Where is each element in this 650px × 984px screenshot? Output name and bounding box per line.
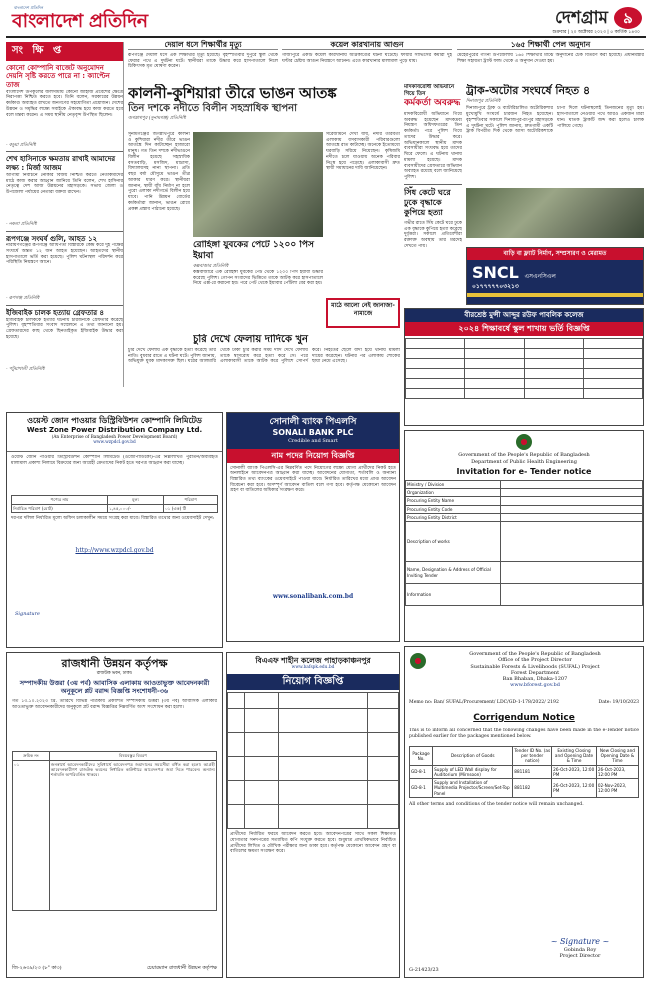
logo-tagline: বাংলাদেশ প্রতিদিন	[14, 5, 44, 10]
brief-body-2: আগামী নির্বাচনে নৌকার বিজয় নিশ্চিত করতে নেতাকর্মীদের মাঠে কাজ করার আহ্বান জানিয়ে তিনি বলেন, শেখ হাসিনার নেতৃত্বে দেশ আজ উন্নয়নের মহাসড়কে। সভায় জেলা ও উপজেলা পর্যায়ের নেতারা বক্তব্য রাখেন।	[6, 172, 123, 196]
corrigendum-ad[interactable]	[404, 646, 644, 978]
corr-cell: 26-Oct-2023, 12:00 PM	[596, 765, 638, 779]
wzpdc-cell-item: নির্বাচিত পরিমাণ (মোট)	[12, 504, 108, 512]
drug-raid-kicker: মাদকবিরোধী অভিযানে গিয়ে তিন	[404, 84, 455, 97]
gov-emblem-icon	[516, 434, 532, 450]
wzpdc-link[interactable]: http://www.wzpdcl.gov.bd	[75, 546, 154, 554]
brief-byline-1: - কচুয়া প্রতিনিধি	[6, 142, 36, 148]
corr-cell: Supply of LED Wall display for Auditorium (Mirnsoon)	[433, 765, 513, 779]
tender-row-label: Procuring Entity Code	[406, 505, 501, 513]
wzpdc-col-qty: পরিমাণ	[164, 496, 218, 504]
story-wall-body: রূপগঞ্জে দেয়াল ধসে এক শিক্ষার্থীর মৃত্যু হয়েছে। বৃহস্পতিবার দুপুরে স্কুল থেকে ফেরার পথে এ দুর্ঘটনা ঘটে। স্থানীয়রা তাকে উদ্ধার করে হাসপাতালে নিলে চিকিৎসক মৃত ঘোষণা করেন।	[128, 53, 278, 70]
brief-title-2[interactable]: শেখ হাসিনাকে ক্ষমতায় রাখাই আমাদের লক্ষ্য : মির্জা আজম	[6, 155, 116, 173]
corr-memo: Memo no: Ban/ SUFAL/Procurement/ LDC/GD-1-178/2022/ 2192	[409, 700, 559, 705]
truck-byline: দিনাজপুর প্রতিনিধি	[466, 98, 501, 104]
rajuk-cell-serial: ০১	[13, 760, 50, 910]
brief-byline-2: - নকলা প্রতিনিধি	[6, 221, 37, 227]
tender-gov: Government of the People's Republic of Bangladesh	[458, 452, 590, 459]
wzpdc-col-item: পণ্যের নাম	[12, 496, 108, 504]
tender-row-label: Procuring Entity Name	[406, 497, 501, 505]
page-number: ৯	[614, 7, 642, 29]
tiger-headline[interactable]: সিঁধ কেটে ঘরে ঢুকে বৃদ্ধাকে কুপিয়ে হত্যা	[404, 187, 451, 217]
sonali-body: সোনালী ব্যাংক পিএলসি-এর নিম্নবর্ণিত পদে নিয়োগের লক্ষ্যে যোগ্য প্রার্থীদের নিকট হতে অনলাইনে আবেদনপত্র আহ্বান করা যাচ্ছে। আবেদনের যোগ্যতা, শর্তাবলি ও অন্যান্য বিস্তারিত তথ্য ব্যাংকের ওয়েবসাইটে পাওয়া যাবে। নির্ধারিত তারিখের মধ্যে প্রাপ্ত আবেদন বিবেচনা করা হবে। অসম্পূর্ণ আবেদন বাতিল বলে গণ্য হবে। কর্তৃপক্ষ যেকোনো আবেদন গ্রহণ বা বাতিলের অধিকার সংরক্ষণ করে।	[230, 465, 396, 494]
sonali-title-en: SONALI BANK PLC	[272, 428, 354, 438]
rajuk-ref: জি-২৬৩৯/২৩ (৮" কা৩)	[12, 964, 62, 971]
corr-col-existing: Existing Closing and Opening Date & Time	[552, 746, 597, 765]
tiger-body: গভীর রাতে সিঁধ কেটে ঘরে ঢুকে এক বৃদ্ধাকে কুপিয়ে হত্যা করেছে দুর্বৃত্তরা। সকালে প্রতিবেশীরা রক্তাক্ত অবস্থায় তার মরদেহ দেখতে পায়।	[404, 220, 462, 249]
theft-headline[interactable]: চুরি দেখে ফেলায় দাদিকে খুন	[193, 334, 309, 345]
corr-signer: Gobinda Roy	[563, 946, 597, 953]
e-tender-ad[interactable]	[404, 430, 644, 642]
sonali-url[interactable]: www.sonalibank.com.bd	[272, 592, 354, 600]
rajuk-col-serial: ক্রমিক নং	[13, 752, 50, 760]
story-grant-body: মেহেরপুরের গাংনী উপজেলায় ১৬৫ শিক্ষার্থীর মাঝে অনুদানের চেক বিতরণ করা হয়েছে। প্রধানমন্ত্রীর শিক্ষা সহায়তা ট্রাস্ট ফান্ড থেকে এ অনুদান দেওয়া হয়।	[457, 53, 644, 64]
lead-body-col-2: সরেজমিনে দেখা যায়, নদীর তীরবর্তী এলাকায় বসবাসকারী পরিবারগুলো আতঙ্কে রাত কাটাচ্ছে। অনেকে ইতোমধ্যে ঘরবাড়ি সরিয়ে নিয়েছেন। কৃষিজমি নদীতে চলে যাওয়ায় অনেক পরিবার নিঃস্ব হয়ে পড়েছে। এলাকাবাসী দ্রুত স্থায়ী সমাধানের দাবি জানিয়েছেন।	[326, 132, 400, 172]
truck-photo	[466, 188, 644, 238]
corr-dept: Forest Department	[510, 669, 560, 676]
briefs-column	[6, 42, 124, 387]
truck-body: দিনাজপুরে ট্রাক ও ব্যাটারিচালিত অটোরিকশার মুখোমুখি সংঘর্ষে চারজন নিহত হয়েছেন। বৃহস্পতিবার সকালে দিনাজপুর-রংপুর মহাসড়কে এ দুর্ঘটনা ঘটে। পুলিশ জানায়, দ্রুতগামী একটি ট্রাক বিপরীত দিক থেকে আসা অটোরিকশাকে চাপা দিলে ঘটনাস্থলেই তিনজনের মৃত্যু হয়। হাসপাতালে নেওয়ার পথে আরও একজন মারা যান। ঘাতক ট্রাকটি জব্দ করা হলেও চালক পালিয়ে গেছে।	[466, 106, 644, 135]
sncl-logo: SNCL	[472, 262, 519, 282]
topline-wall-collapse[interactable]: দেয়াল ধসে শিক্ষার্থীর মৃত্যু	[128, 40, 278, 50]
wzpdc-title-en: West Zone Power Distribution Company Ltd.	[26, 426, 203, 434]
rajuk-table	[12, 751, 217, 910]
corr-col-package: Package No.	[410, 746, 433, 765]
hill-title: নিয়োগ বিজ্ঞপ্তি	[227, 674, 399, 691]
sonali-title: সোনালী ব্যাংক পিএলসি	[269, 417, 357, 427]
wzpdc-table	[11, 495, 218, 513]
section-title: দেশগ্রাম	[555, 8, 608, 28]
divider	[7, 451, 222, 452]
topline-factory-fire[interactable]: কয়েল কারখানায় আগুন	[282, 40, 452, 50]
rajuk-footer: চেয়ারম্যান রাজধানী উন্নয়ন কর্তৃপক্ষ	[147, 964, 218, 971]
corr-gov: Government of the People's Republic of Bangladesh	[469, 651, 601, 657]
tender-row-label: Information	[406, 584, 501, 606]
yaba-body: কক্সবাজারে এক রোহিঙ্গা যুবকের পেট থেকে ১২০০ পিস ইয়াবা উদ্ধার করেছে পুলিশ। গোপন সংবাদের ভিত্তিতে তাকে আটক করে হাসপাতালে নিয়ে এক্স-রে করানো হয়। পরে পেট থেকে ইয়াবার পোঁটলা বের করা হয়।	[193, 270, 323, 287]
wzpdc-title: ওয়েস্ট জোন পাওয়ার ডিস্ট্রিবিউশন কোম্পানি লিমিটেড	[27, 416, 202, 425]
corr-col-desc: Description of Goods	[433, 746, 513, 765]
tender-row-label: Ministry / Division	[406, 480, 501, 488]
brief-title-3[interactable]: রূপগঞ্জে সংঘর্ষ গুলি, আহত ১২	[6, 234, 98, 243]
wzpdc-cell-price: ১,৪৫,০০০/-	[108, 504, 164, 512]
yaba-headline[interactable]: রোহিঙ্গা যুবকের পেটে ১২০০ পিস ইয়াবা	[193, 240, 314, 262]
corr-address: Ban Bhaban, Dhaka-1207	[502, 676, 568, 682]
divider	[6, 151, 123, 152]
rajuk-cell-desc: জনস্বার্থে আবেদনকারীদের সুবিধার্থে আবেদনপত্র জমাদানের সময়সীমা বর্ধিত করা হলো। আগ্রহী আবেদনকারীগণ রাজউক ভবনের নির্ধারিত কাউন্টারে আবেদনপত্র জমা দিতে পারবেন। অন্যান্য শর্তাবলি অপরিবর্তিত থাকবে।	[49, 760, 216, 910]
briefs-banner: সং ক্ষি প্ত	[6, 42, 123, 61]
corr-title: Corrigendum Notice	[473, 712, 575, 723]
sonali-tagline: Credible and Smart	[288, 438, 338, 445]
tender-row-label: Procuring Entity District	[406, 513, 501, 521]
rajuk-title: রাজধানী উন্নয়ন কর্তৃপক্ষ	[61, 657, 168, 670]
truck-story	[466, 84, 644, 244]
story-fire-body: গাজীপুরে একটি কয়েল কারখানায় অগ্নিকাণ্ডের ঘটনা ঘটেছে। ফায়ার সার্ভিসের কর্মীরা দুই ঘণ্টার চেষ্টায় আগুন নিয়ন্ত্রণে আনেন। এতে কারখানার মালামাল পুড়ে যায়।	[282, 53, 452, 64]
corr-cell: Supply and Installation of Multimedia Projector/Screen/Set-Top Panel	[433, 779, 513, 798]
corr-cell: 26-Oct-2023, 12:00 PM	[552, 765, 597, 779]
sonali-notice-title: নাম পদের নিয়োগ বিজ্ঞপ্তি	[227, 449, 399, 463]
wzpdc-signature: Signature	[15, 610, 41, 617]
corr-ref: G-21423/23	[409, 966, 439, 973]
topline-students-grant[interactable]: ১৬৫ শিক্ষার্থী পেল অনুদান	[457, 40, 644, 50]
corr-note: All other terms and conditions of the tender notice will remain unchanged.	[409, 801, 584, 807]
rajuk-subtitle: রাজউক ভবন, ঢাকা।	[96, 670, 133, 676]
tender-row-label: Name, Designation & Address of Official Inviting Tender	[406, 562, 501, 584]
wzpdc-terms: দরপত্র দলিল নির্ধারিত মূল্যে অফিস চলাকালীন সময়ে সংগ্রহ করা যাবে। বিস্তারিত তথ্যের জন্য ওয়েবসাইট দেখুন:	[11, 515, 215, 521]
divider	[6, 305, 123, 306]
divider	[404, 184, 462, 185]
corr-date: Date: 19/10/2023	[598, 700, 639, 705]
corr-signer-title: Project Director	[559, 952, 601, 959]
brief-body-3: নারায়ণগঞ্জের রূপগঞ্জে আধিপত্য বিস্তারকে কেন্দ্র করে দুই পক্ষের সংঘর্ষে অন্তত ১২ জন আহত হয়েছেন। আহতদের স্থানীয় হাসপাতালে ভর্তি করা হয়েছে। পুলিশ ঘটনাস্থল পরিদর্শন করে পরিস্থিতি নিয়ন্ত্রণে আনে।	[6, 243, 123, 266]
tender-row-label: Description of works	[406, 522, 501, 562]
sncl-ad[interactable]	[466, 247, 644, 305]
lead-story-header	[128, 84, 400, 132]
wzpdc-url[interactable]: www.wzpdcl.gov.bd	[93, 440, 136, 446]
hill-url[interactable]: www.bafspk.edu.bd	[291, 665, 335, 671]
corr-cell: GD-8-1	[410, 779, 433, 798]
tender-row-label: Organization	[406, 489, 501, 497]
lead-photo-riverbank	[193, 132, 323, 237]
brief-body-1: বাংলাদেশ উপকূলের জলসীমায় কোনো জাহাজ প্রবেশের ক্ষেত্রে নিরাপত্তা নিশ্চিত করতে হবে। তিনি বলেন, সরকারের উন্নয়ন কর্মকাণ্ড অব্যাহত রাখতে জনগণের সহযোগিতা প্রয়োজন। দেশের উন্নয়ন ও সমৃদ্ধির লক্ষ্যে সবাইকে ঐক্যবদ্ধ হয়ে কাজ করতে হবে বলে মন্তব্য করেন। এ সময় স্থানীয় নেতৃবৃন্দ উপস্থিত ছিলেন।	[6, 89, 123, 118]
theft-story	[193, 334, 400, 346]
brief-body-4: ইজিবাইক চালককে হত্যার ঘটনায় চারজনকে গ্রেফতার করেছে পুলিশ। বৃহস্পতিবার সংবাদ সম্মেলনে এ তথ্য জানানো হয়। গ্রেফতারদের কাছ থেকে ছিনতাইকৃত ইজিবাইক উদ্ধার করা হয়েছে।	[6, 317, 123, 340]
corr-signature: ~ Signature ~	[550, 936, 610, 946]
janaza-box	[326, 298, 400, 328]
lead-headline[interactable]: কালনী-কুশিয়ারা তীরে ভাঙন আতঙ্ক	[128, 84, 337, 102]
sonali-bank-ad[interactable]	[226, 412, 400, 642]
rajuk-col-desc: বিষয়বস্তুর বিবরণ	[49, 752, 216, 760]
corr-cell: 881182	[513, 779, 552, 798]
wzpdc-body: ওয়েস্ট জোন পাওয়ার ডিস্ট্রিবিউশন কোম্পানি লিমিটেড (ওজোপাডিকো)-এর নিম্নলিখিত পুরাতন/অব্যবহৃত মালামাল প্রকাশ্য নিলামে বিক্রয়ের জন্য আগ্রহী ক্রেতাদের নিকট হতে দরপত্র আহ্বান করা যাচ্ছে।	[11, 455, 218, 467]
corr-intro: This is to inform all concerned that the following changes have been made in the e-Tender notice published earlier for the packages mentioned below.	[409, 727, 639, 739]
hill-table	[227, 692, 399, 829]
corr-cell: 881181	[513, 765, 552, 779]
yaba-byline: কক্সবাজার প্রতিনিধি	[193, 263, 229, 269]
hill-terms: প্রার্থীদের নির্ধারিত ফরমে আবেদন করতে হবে। আবেদনপত্রের সাথে সকল শিক্ষাগত যোগ্যতার সনদপত্রের সত্যায়িত কপি সংযুক্ত করতে হবে। শুধুমাত্র প্রাথমিকভাবে নির্বাচিত প্রার্থীদের লিখিত ও মৌখিক পরীক্ষার জন্য ডাকা হবে। কর্তৃপক্ষ যেকোনো আবেদন গ্রহণ বা বাতিলের ক্ষমতা সংরক্ষণ করে।	[230, 832, 396, 855]
drug-raid-body: মাদকবিরোধী অভিযানে গিয়ে অবরুদ্ধ হয়েছেন মাদকদ্রব্য নিয়ন্ত্রণ অধিদফতরের তিন কর্মকর্তা। পরে পুলিশ গিয়ে তাদের উদ্ধার করে। অভিযানকালে স্থানীয় মাদক ব্যবসায়ীরা সংঘবদ্ধ হয়ে তাদের ঘিরে ফেলে। এ ঘটনায় থানায় মামলা হয়েছে। মাদক ব্যবসায়ীদের গ্রেফতারে অভিযান অব্যাহত রয়েছে বলে জানিয়েছে পুলিশ।	[404, 112, 462, 181]
wzpdc-col-price: মূল্য	[108, 496, 164, 504]
corr-url[interactable]: www.bforest.gov.bd	[510, 682, 560, 689]
wzpdc-sub: (An Enterprise of Bangladesh Power Development Board)	[51, 434, 178, 440]
drug-raid-headline[interactable]: কর্মকর্তা অবরুদ্ধ	[404, 97, 461, 108]
janaza-label[interactable]: মাঠে আলো নেই জানাজা-নামাজে	[331, 302, 395, 317]
lead-byline: জগন্নাথপুর (সুনামগঞ্জ) প্রতিনিধি	[128, 116, 186, 122]
table-row	[410, 765, 639, 779]
sncl-stripe	[467, 293, 643, 297]
hill-name: বিএএফ শাহীন কলেজ পাহাড়কাঞ্চনপুর	[255, 656, 371, 665]
rajuk-intro: গত ১৩.১০.২০২৩ খ্রি. তারিখে বিভিন্ন পত্রিকায় প্রকাশিত সম্পাদকীয় উত্তরা (৩য় পর্ব) আবাসিক এলাকার আওতাভুক্ত আবেদনকারীদের অনুকূলে প্লট বরাদ্দ বিজ্ঞপ্তির নিম্নবর্ণিত অংশ সংশোধন করা হলো।	[12, 699, 217, 711]
forest-emblem-icon	[410, 653, 426, 669]
corr-col-tender-id: Tender ID No. (as per tender notice)	[514, 747, 551, 764]
sncl-fullname: এসএনসিএল	[524, 272, 556, 280]
rajuk-notice: সম্পাদকীয় উত্তরা (৩য় পর্ব) আবাসিক এলাকায় আওতাভুক্ত আবেদনকারী অনুকূলে প্লট বরাদ্দ বিজ্ঞপ্তি সংশোধনী-৩৬	[19, 679, 210, 696]
yaba-story	[193, 240, 323, 270]
sncl-hotline: ০১৭৭৭৭৭০৩২১৩	[472, 282, 519, 290]
theft-body: চুরি দেখে ফেলায় এক বৃদ্ধাকে হত্যা করেছে তার নাতি। বুধবার রাতে এ ঘটনা ঘটে। পুলিশ জানায়, অভিযুক্ত যুবক মাদকাসক্ত ছিল। ঘরের আলমারি থেকে টাকা চুরি করার সময় দাদি দেখে ফেলায় তাকে শ্বাসরোধ করে হত্যা করে সে। পরে এলাকাবাসী তাকে আটক করে পুলিশে সোপর্দ করে। নিহতের ছেলে বাদী হয়ে থানায় মামলা দায়ের করেছেন। ঘটনার পর এলাকায় শোকের ছায়া নেমে এসেছে।	[128, 348, 400, 365]
wzpdc-cell-qty: ০১ (এক) টি	[164, 504, 218, 512]
brief-byline-4: - পটুয়াখালী প্রতিনিধি	[6, 366, 45, 372]
dateline: শুক্রবার | ২০ অক্টোবর ২০২৩ | ৫ কার্তিক ১৪৩০	[552, 30, 640, 35]
newspaper-logo[interactable]: বাংলাদেশ প্রতিদিন	[12, 10, 148, 32]
truck-headline[interactable]: ট্রাক-অটোর সংঘর্ষে নিহত ৪	[466, 84, 591, 97]
tender-table	[405, 480, 643, 606]
tender-title: Invitation for e- Tender notice	[456, 466, 592, 476]
tender-dept: Department of Public Health Engineering	[471, 458, 577, 465]
brief-title-1[interactable]: কোনো কোম্পানি বাজেট অনুমোদন দেয়নি সৃষ্টি করতে পারে না : ক্যাপ্টেন তাজ	[6, 63, 110, 89]
corr-office: Office of the Project Director	[498, 657, 572, 664]
school-admission-table	[405, 338, 643, 399]
masthead	[6, 4, 646, 38]
sncl-banner: বাড়ি বা ফ্ল্যাট নির্মাণ, সম্প্রসারণ ও মেরামত	[467, 248, 643, 260]
divider	[6, 231, 123, 232]
wzpdc-ad[interactable]	[6, 412, 223, 648]
corr-table	[409, 746, 639, 798]
corr-cell: 02-Nov-2023, 12:00 PM	[596, 779, 638, 798]
rajuk-ad[interactable]	[6, 652, 223, 978]
corr-cell: GD-8-1	[410, 765, 433, 779]
brief-byline-3: - রূপগঞ্জ প্রতিনিধি	[6, 296, 40, 302]
corr-col-new: New Closing and Opening Date & Time	[596, 746, 638, 765]
baf-shaheen-ad[interactable]	[226, 652, 400, 978]
brief-title-4[interactable]: ইজিবাইক চালক হত্যায় গ্রেফতার ৪	[6, 308, 105, 317]
lead-body-col-1: সুনামগঞ্জের জগন্নাথপুরে কালনী ও কুশিয়ারা নদীর তীরে ভাঙন আতঙ্কে দিন কাটাচ্ছেন হাজারো মানুষ। গত তিন দশকে নদীভাঙনে বিলীন হয়েছে সহস্রাধিক বসতবাড়ি, মসজিদ, মাদ্রাসা, বিদ্যালয়সহ নানা স্থাপনা। প্রতি বছর বর্ষা মৌসুমে ভাঙন তীব্র আকার ধারণ করে। স্থানীয়রা জানান, স্থায়ী বাঁধ নির্মাণ না হলে পুরো এলাকা নদীগর্ভে বিলীন হয়ে যাবে। পানি উন্নয়ন বোর্ডের কর্মকর্তারা জানান, ভাঙন রোধে প্রকল্প প্রস্তাব পাঠানো হয়েছে।	[128, 132, 190, 212]
school-name: বীরশ্রেষ্ঠ মুন্সী আব্দুর রউফ পাবলিক কলেজ	[464, 311, 584, 319]
corr-project: Sustainable Forests & Livelihoods (SUFAL) Project	[470, 663, 600, 670]
school-admission-title: ২০২৪ শিক্ষাবর্ষে স্কুল শাখায় ভর্তি বিজ্ঞপ্তি	[405, 322, 643, 336]
lead-subhead: তিন দশকে নদীতে বিলীন সহস্রাধিক স্থাপনা	[128, 102, 298, 114]
corr-cell: 26-Oct-2023, 12:00 PM	[552, 779, 597, 798]
table-row	[410, 779, 639, 798]
school-admission-ad[interactable]	[404, 308, 644, 426]
